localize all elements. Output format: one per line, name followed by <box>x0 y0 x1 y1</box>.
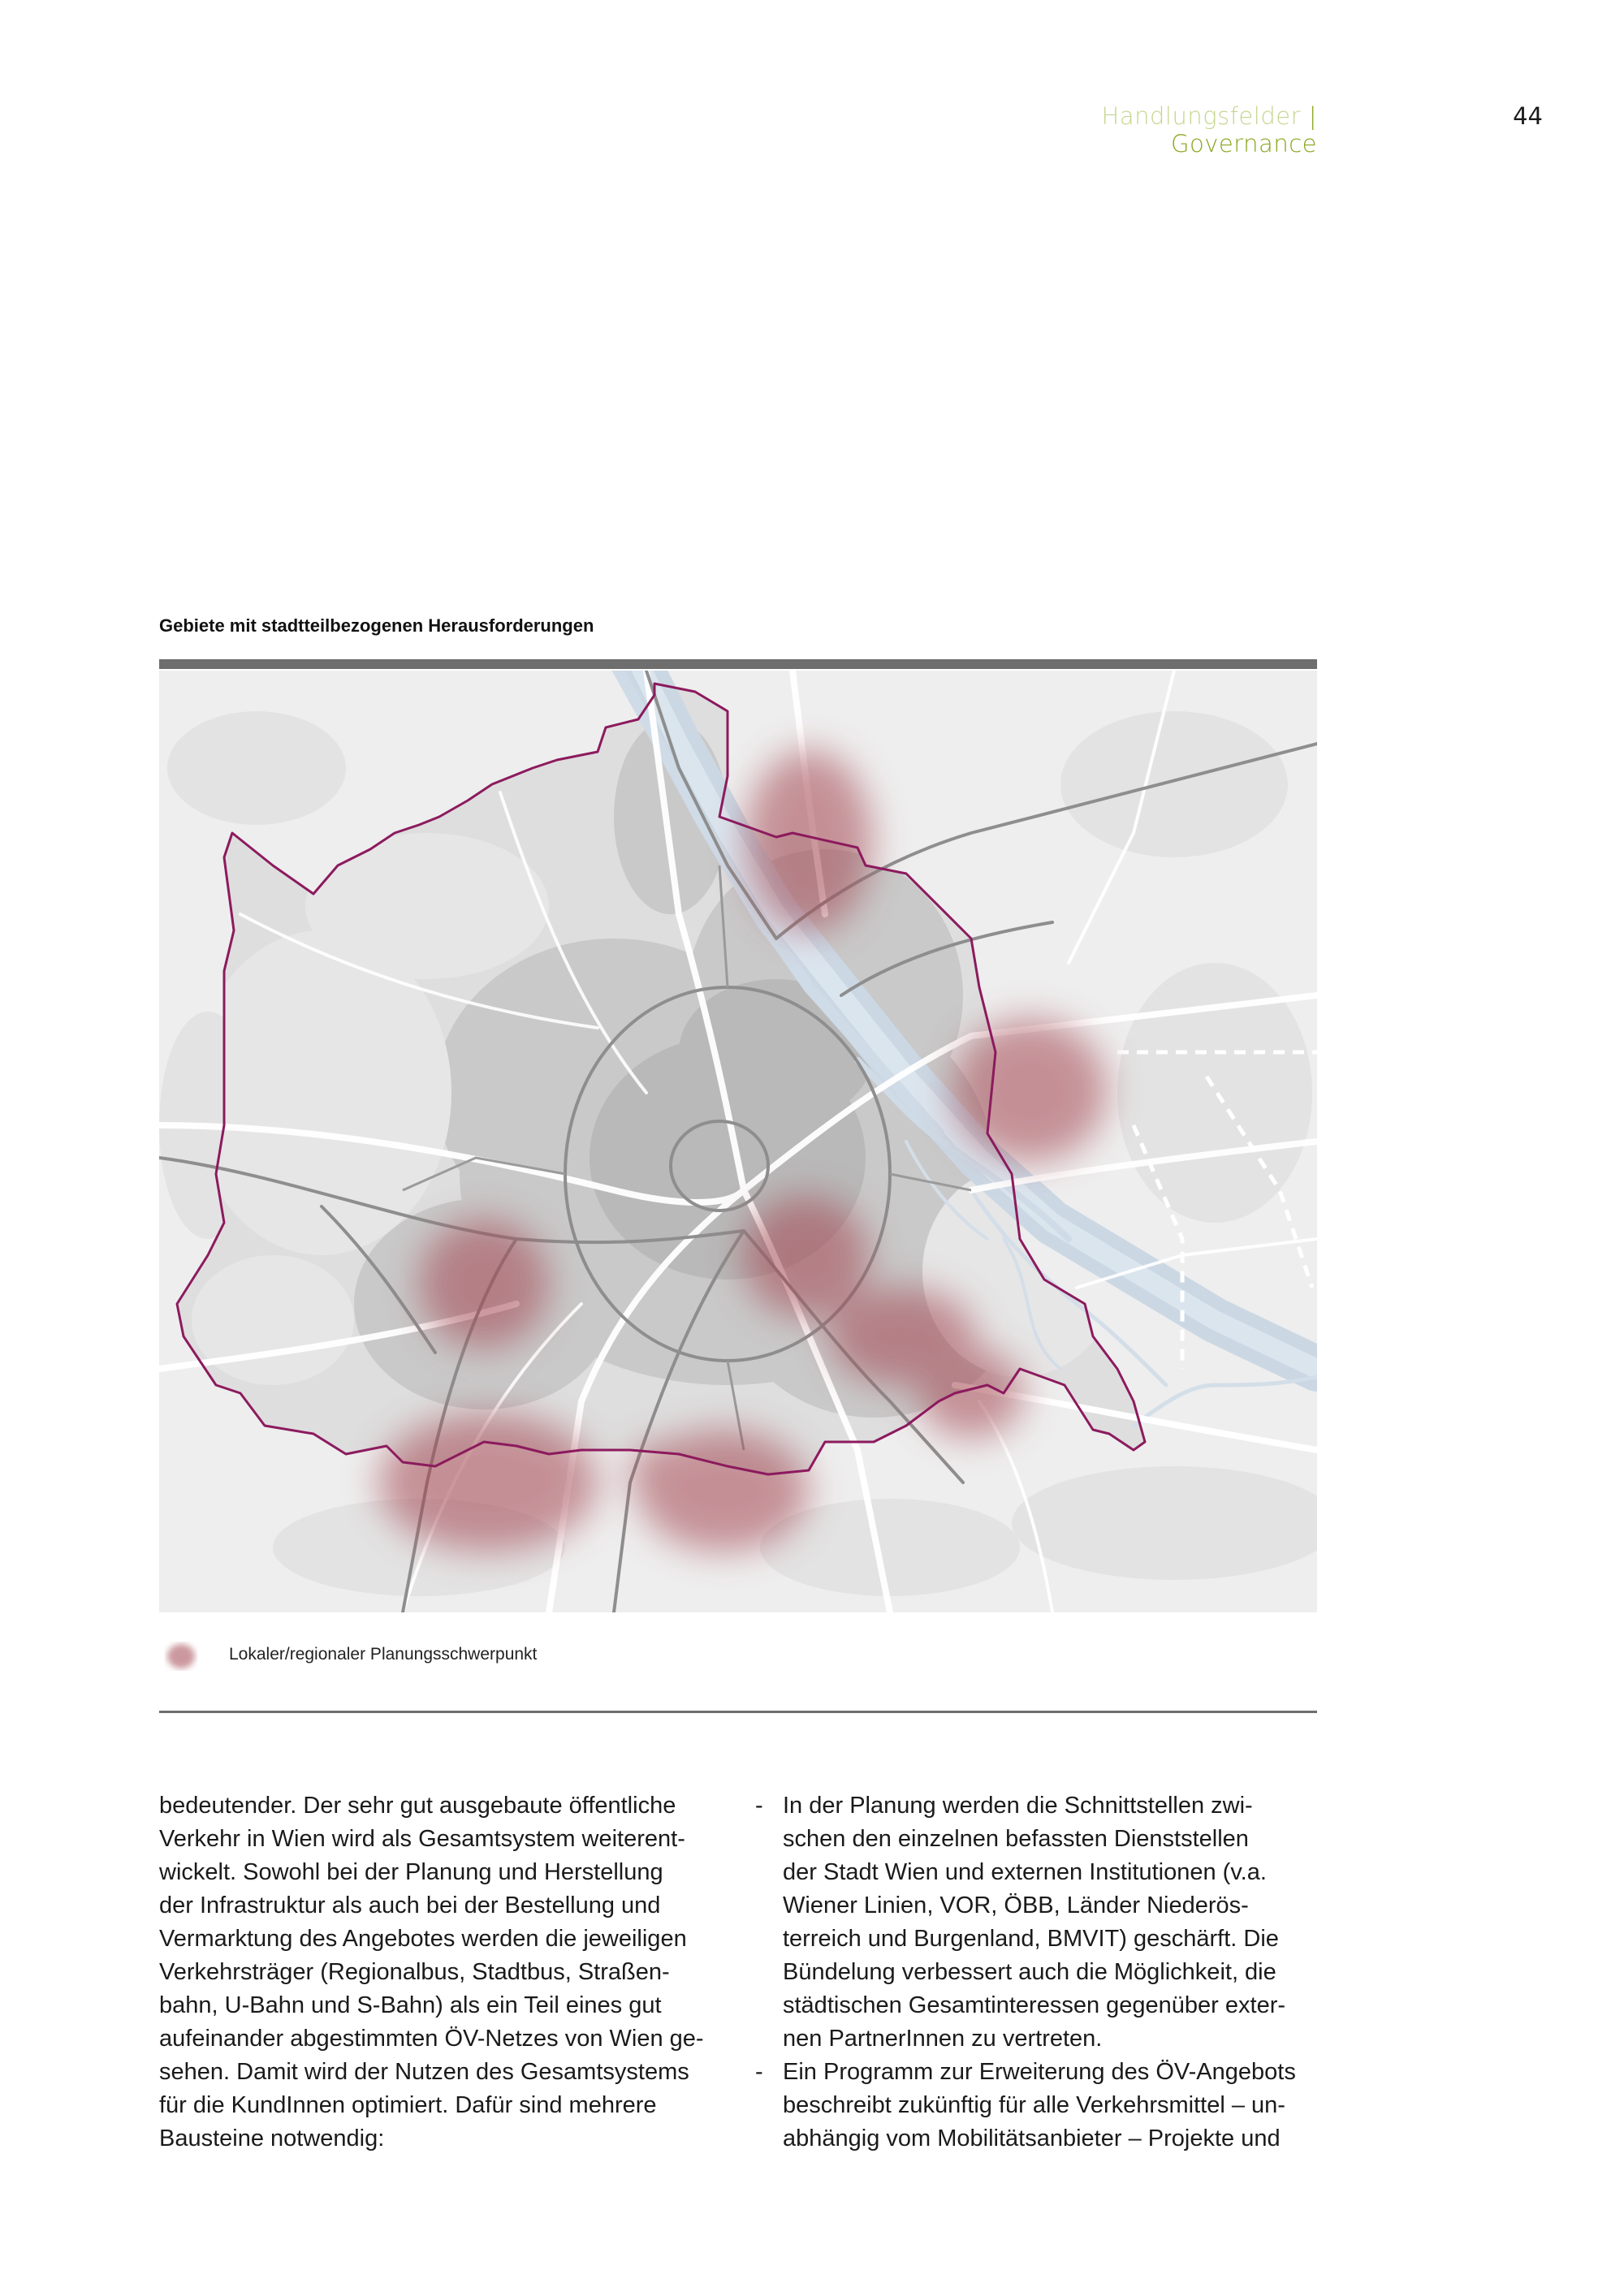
running-header <box>976 102 1317 158</box>
text-line: bedeutender. Der sehr gut ausgebaute öffentliche <box>159 1793 676 1819</box>
text-line: Verkehr in Wien wird als Gesamtsystem weiterent- <box>159 1826 685 1852</box>
text-line: Bündelung verbessert auch die Möglichkeit, die <box>783 1959 1276 1985</box>
header-section-label: Handlungsfelder <box>1101 102 1301 130</box>
header-subsection-label: Governance <box>1171 130 1317 158</box>
text-line: sehen. Damit wird der Nutzen des Gesamtsystems <box>159 2059 689 2085</box>
text-line: städtischen Gesamtinteressen gegenüber exter- <box>783 1992 1286 2018</box>
bullet-item <box>755 1789 1324 2056</box>
bullet-dash: - <box>755 2059 763 2085</box>
header-separator: | <box>1308 102 1317 130</box>
map-legend <box>159 1634 1317 1698</box>
bullet-item <box>755 2056 1324 2156</box>
text-line: beschreibt zukünftig für alle Verkehrsmittel – un- <box>783 2092 1285 2118</box>
text-line: aufeinander abgestimmten ÖV-Netzes von Wien ge- <box>159 2026 704 2052</box>
body-column-left <box>159 1789 728 2156</box>
text-line: Wiener Linien, VOR, ÖBB, Länder Niederös- <box>783 1892 1249 1918</box>
text-line: für die KundInnen optimiert. Dafür sind mehrere <box>159 2092 657 2118</box>
body-column-right <box>755 1789 1324 2156</box>
text-line: In der Planung werden die Schnittstellen zwi- <box>783 1793 1253 1819</box>
text-line: Ein Programm zur Erweiterung des ÖV-Angebots <box>783 2059 1296 2085</box>
text-line: bahn, U-Bahn und S-Bahn) als ein Teil eines gut <box>159 1992 662 2018</box>
vienna-map-svg <box>159 671 1317 1612</box>
text-line: der Stadt Wien und externen Institutionen (v.a. <box>783 1859 1267 1885</box>
vienna-map <box>159 671 1317 1612</box>
legend-label: Lokaler/regionaler Planungsschwerpunkt <box>229 1645 538 1664</box>
text-line: der Infrastruktur als auch bei der Bestellung und <box>159 1892 661 1918</box>
figure-bottom-rule <box>159 1711 1317 1713</box>
text-line: abhängig vom Mobilitätsanbieter – Projekte und <box>783 2126 1281 2151</box>
bullet-dash: - <box>755 1793 763 1819</box>
text-line: wickelt. Sowohl bei der Planung und Herstellung <box>159 1859 663 1885</box>
text-line: schen den einzelnen befassten Dienststellen <box>783 1826 1249 1852</box>
figure-top-rule <box>159 659 1317 669</box>
text-line: terreich und Burgenland, BMVIT) geschärft. Die <box>783 1926 1279 1952</box>
figure-title: Gebiete mit stadtteilbezogenen Herausforderungen <box>159 615 594 636</box>
hotspot-legend-swatch <box>161 1637 201 1676</box>
text-line: Bausteine notwendig: <box>159 2126 385 2151</box>
text-line: nen PartnerInnen zu vertreten. <box>783 2026 1103 2052</box>
text-line: Verkehrsträger (Regionalbus, Stadtbus, Straßen- <box>159 1959 670 1985</box>
page-number: 44 <box>1513 102 1543 130</box>
text-line: Vermarktung des Angebotes werden die jeweiligen <box>159 1926 687 1952</box>
